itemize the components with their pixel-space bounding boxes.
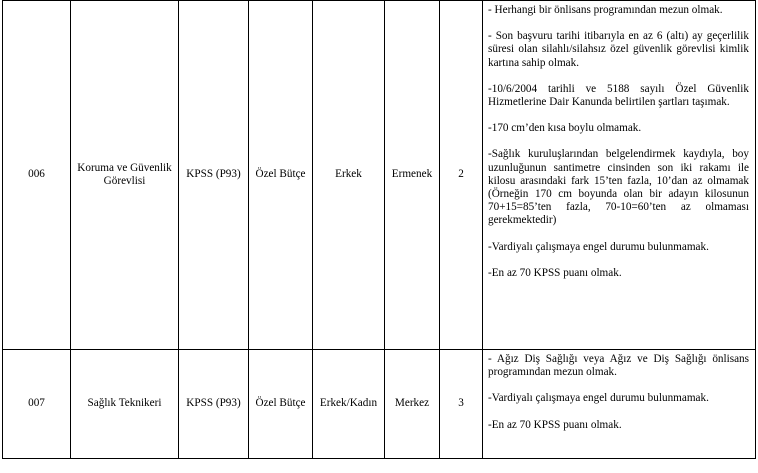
location-cell: Merkez — [385, 350, 440, 459]
budget-type-cell: Özel Bütçe — [249, 350, 313, 459]
table-row — [3, 1, 756, 350]
positions-table — [2, 0, 756, 459]
requirement-item: - Ağız Diş Sağlığı veya Ağız ve Diş Sağlığı önlisans programından mezun olmak. — [488, 353, 749, 379]
requirement-item: -Vardiyalı çalışmaya engel durumu bulunmamak. — [488, 240, 709, 253]
requirement-item: -10/6/2004 tarihli ve 5188 sayılı Özel Güvenlik Hizmetlerine Dair Kanunda belirtilen şartları taşımak. — [488, 82, 749, 109]
exam-type-cell: KPSS (P93) — [179, 350, 249, 459]
exam-type-cell: KPSS (P93) — [179, 1, 249, 350]
requirement-item: -170 cm’den kısa boylu olmamak. — [488, 122, 642, 135]
position-title-cell: Koruma ve Güvenlik Görevlisi — [71, 1, 179, 350]
requirement-item: - Son başvuru tarihi itibarıyla en az 6 (altı) ay geçerlilik süresi olan silahlı/silahsız özel güvenlik görevlisi kimlik kartına sahip olmak. — [488, 30, 749, 69]
position-code-cell: 007 — [3, 350, 71, 459]
position-code-cell: 006 — [3, 1, 71, 350]
gender-cell: Erkek — [313, 1, 385, 350]
requirement-item: - Herhangi bir önlisans programından mezun olmak. — [488, 4, 723, 16]
requirements-cell — [483, 350, 756, 459]
requirement-item: -Sağlık kuruluşlarından belgelendirmek kaydıyla, boy uzunluğunun santimetre cinsinden son iki rakamı ile kilosu arasındaki fark 15’ten fazla, 10’dan az olmamak (Örneğin 170 cm boyunda olan bir adayın kilosunun 70+15=85’ten fazla, 70-10=60’ten az olmaması gerekmektedir) — [488, 148, 749, 227]
requirement-item: -En az 70 KPSS puanı olmak. — [488, 266, 622, 279]
position-title-cell: Sağlık Teknikeri — [71, 350, 179, 459]
requirement-item: -Vardiyalı çalışmaya engel durumu bulunmamak. — [488, 392, 709, 405]
position-count-cell: 2 — [440, 1, 483, 350]
table-row — [3, 350, 756, 459]
requirements-cell — [483, 1, 756, 350]
budget-type-cell: Özel Bütçe — [249, 1, 313, 350]
location-cell: Ermenek — [385, 1, 440, 350]
gender-cell: Erkek/Kadın — [313, 350, 385, 459]
position-count-cell: 3 — [440, 350, 483, 459]
requirement-item: -En az 70 KPSS puanı olmak. — [488, 418, 622, 431]
